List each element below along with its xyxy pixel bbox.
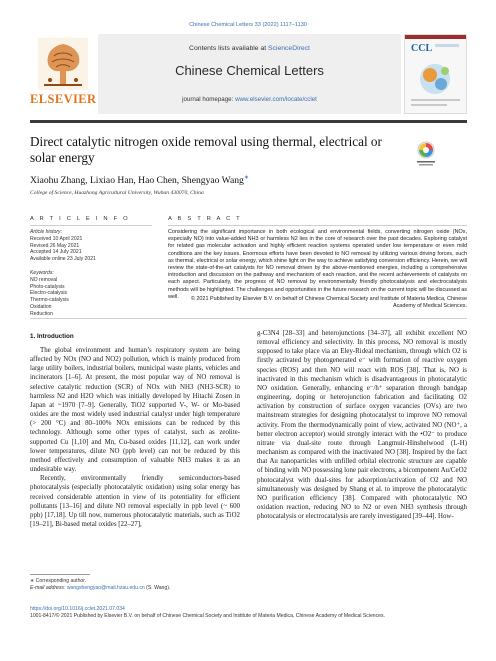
keyword-item: Electro-catalysis xyxy=(30,290,68,297)
abstract-text: Considering the significant importance in both ecological and environmental fields, converting nitrogen oxide (NOx, especially NO) into value-added NH3 or harmless N2 lies in the core of research over the past decades. Exploring catalyst for related gas molecular activation and highly efficient reaction systems operated under low temperature or even mild conditions are the key issues. Enormous efforts have been devoted to NO removal by utilizing various driving forces, such as thermal, electrical or solar energy, which shine light on the way to achieve satisfying conversion efficiency. Herein, we will review the state-of-the-art catalysts for NO removal driven by the above-mentioned energies, including a comprehensive introduction and discussion on the pathway and mechanism of each reaction, and the recent achievements of catalysts on each aspect. Particularly, the progress of NO removal by environmentally friendly photocatalysis and electrocatalysis methods will be highlighted. The challenges and opportunities in the future research on the current topic will be discussed as well. xyxy=(168,229,467,300)
doi-block xyxy=(30,606,467,619)
body-paragraph: Recently, environmentally friendly semiconductors-based photocatalysis (especially photocatalytic oxidation) using solar energy has received considerable attention in view of its potentiality for efficient pollutants [13–16] and dilute NO removal especially in ppb level (~ 600 ppb) [17,18]. Up till now, numerous photocatalytic materials, such as TiO2 [19–21], Bi-based metal oxides [22–27], xyxy=(30,475,240,528)
homepage-line xyxy=(98,96,401,103)
keyword-item: Thermo-catalysis xyxy=(30,297,69,304)
journal-citation-header[interactable]: Chinese Chemical Letters 33 (2022) 1117–1130 xyxy=(189,22,307,28)
abstract-copyright: © 2021 Published by Elsevier B.V. on behalf of Chinese Chemical Society and Institute of Materia Medica, Chinese Academy of Medical Sciences. xyxy=(190,296,467,310)
article-title: Direct catalytic nitrogen oxide removal using thermal, electrical or solar energy xyxy=(30,134,382,165)
keyword-item: Reduction xyxy=(30,310,53,317)
keyword-item: Oxidation xyxy=(30,303,52,310)
keyword-item: Photo-catalysis xyxy=(30,283,65,290)
article-history xyxy=(30,229,152,263)
body-column-left xyxy=(30,346,240,529)
section-heading-introduction: 1. Introduction xyxy=(30,333,74,340)
crossmark-icon[interactable] xyxy=(414,140,438,168)
issn-copyright-line: 1001-8417/© 2021 Published by Elsevier B.V. on behalf of Chinese Chemical Society and Institute of Materia Medica, Chinese Academy of Medical Sciences. xyxy=(30,612,385,619)
author-email-link[interactable]: wangshengyao@mail.hzau.edu.cn xyxy=(66,584,145,591)
authors-names: Xiaohu Zhang, Lixiao Han, Hao Chen, Shengyao Wang xyxy=(30,175,244,187)
article-info-rule xyxy=(30,225,152,226)
abstract-rule xyxy=(168,225,467,226)
contents-prefix: Contents lists available at xyxy=(189,45,269,52)
journal-cover-art-icon xyxy=(405,35,466,113)
journal-cover-thumbnail[interactable] xyxy=(404,34,467,114)
journal-banner xyxy=(30,34,467,116)
journal-homepage-link[interactable]: www.elsevier.com/locate/cclet xyxy=(235,96,317,103)
history-revised: Revised 26 May 2021 xyxy=(30,242,80,249)
corresponding-author-mark[interactable]: ∗ xyxy=(243,175,249,181)
keywords-block xyxy=(30,270,152,318)
history-online: Available online 23 July 2021 xyxy=(30,256,96,263)
homepage-prefix: journal homepage: xyxy=(182,96,236,103)
history-received: Received 10 April 2021 xyxy=(30,235,83,242)
body-column-right xyxy=(257,329,467,521)
abstract-heading: A B S T R A C T xyxy=(168,216,242,222)
journal-banner-center xyxy=(98,34,401,114)
journal-title: Chinese Chemical Letters xyxy=(175,63,324,78)
history-accepted: Accepted 14 July 2021 xyxy=(30,249,82,256)
elsevier-wordmark: ELSEVIER xyxy=(30,92,97,106)
contents-line xyxy=(98,45,401,52)
cover-title-text: CCL xyxy=(411,43,433,54)
body-paragraph: The global environment and human’s respiratory system are being affected by NOx (NO and NO2) pollution, which is mainly produced from large utility boilers, industrial boilers, municipal waste plants, vehicles and incinerators [1–6]. At present, the most popular way of NO removal is selective catalytic reduction (SCR) of NOx with NH3 (NH3-SCR) to harmless N2 and H2O which was initially developed by Hitachi Zosen in Japan at ~1970 [7–9]. Generally, TiO2 supported V-, W- or Mo-based oxides are the most widely used industrial catalyst under high temperature (> 200 °C) and 80–100% NOx emissions can be reduced by this technology. Although some other types of catalyst, such as zeolite-supported Cu [1,10] and Mn, Cu-based oxides [11,12], can work under lower temperatures, dilute NO (ppb level) can not be reduced by this method effectively and consumption of valuable NH3 makes it as an undesirable way. xyxy=(30,347,240,474)
sciencedirect-link[interactable]: ScienceDirect xyxy=(268,45,310,52)
affiliation: College of Science, Huazhong Agricultural University, Wuhan 430070, China xyxy=(30,190,204,196)
footnote-corresponding xyxy=(30,578,467,591)
author-list xyxy=(30,174,249,186)
corresponding-author-note: ∗ Corresponding author. xyxy=(30,578,87,584)
keyword-item: NO removal xyxy=(30,276,58,283)
email-line xyxy=(30,585,467,592)
banner-divider xyxy=(30,120,467,123)
elsevier-tree-logo xyxy=(38,38,88,90)
history-label: Article history: xyxy=(30,229,62,235)
footnote-rule xyxy=(30,574,90,575)
elsevier-logo[interactable] xyxy=(30,34,96,114)
doi-link[interactable]: https://doi.org/10.1016/j.cclet.2021.07.034 xyxy=(30,606,125,612)
keywords-label: Keywords: xyxy=(30,270,54,276)
front-matter-divider xyxy=(30,318,467,319)
email-label: E-mail address: xyxy=(30,584,67,591)
body-paragraph: g-C3N4 [28–33] and heterojunctions [34–37], all exhibit excellent NO removal efficiency and selectivity. In this process, NO removal is mostly supposed to take place via an Eley-Rideal mechanism, through which O2 is firstly activated by photogenerated e⁻ with formation of reactive oxygen species (ROS) and then NO will react with ROS [38]. That is, NO is inactivated in this mechanism which is disadvantageous in photocatalytic NO oxidation. Generally, enhancing e⁻/h⁺ separation through bandgap engineering, doping or heterojunction fabrication and facilitating O2 activation by construction of surface oxygen vacancies (OVs) are two mainstream strategies for designing photocatalyst to improve NO removal activity. From the thermodynamically point of view, activated NO (NO⁺, a better electron acceptor) would strongly interact with the •O2⁻ to produce nitrate via dual-site route through Langmuir-Hinshelwood (L-H) mechanism as compared with the inactivated NO [38]. Inspired by the fact that Au nanoparticles with unfilled orbital electronic structure are capable of binding with NO possessing lone pair electrons, a bicomponent Au/CeO2 photocatalyst with dual-sites for adsorption/activation of O2 and NO simultaneously was designed by Shang et al. to improve the photocatalytic NO purification efficiency [38]. Compared with photocatalytic NO oxidation reaction, reducing NO to N2 or even NH3 synthesis through photocatalysis or electrocatalysis are rarely investigated [39–44]. How- xyxy=(257,330,467,521)
article-info-heading: A R T I C L E I N F O xyxy=(30,216,130,222)
email-owner: (S. Wang). xyxy=(144,584,171,591)
